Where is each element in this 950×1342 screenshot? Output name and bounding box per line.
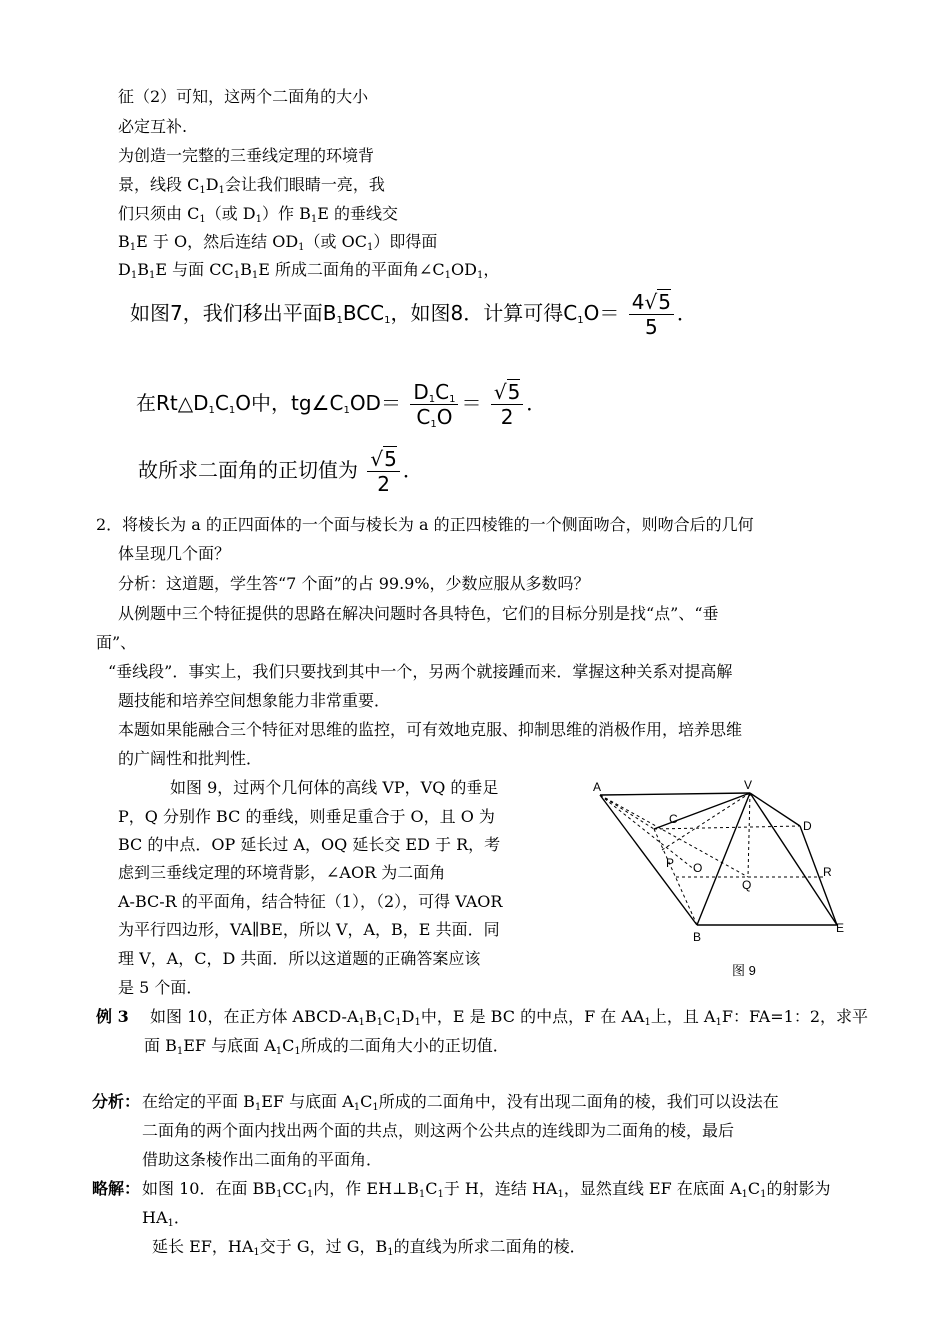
q2-line-4: 从例题中三个特征提供的思路在解决问题时各具特色，它们的目标分别是找“点”、“垂 bbox=[118, 604, 719, 623]
example-3-line-1: 如图 10，在正方体 ABCD-$A_1B_1C_1D_1$中，E 是 BC 的中点，F 在 $AA_1$上，且 $A_1F$：FA=1：2，求平 bbox=[150, 1007, 868, 1028]
calc-fraction-c1o: $\frac{4√5}{5}$ bbox=[629, 290, 674, 339]
solution-line-3: 延长 EF，$HA_1$交于 G，过 G，$B_1$的直线为所求二面角的棱． bbox=[152, 1237, 586, 1258]
calc-line-3: 故所求二面角的正切值为 $\frac{√5}{2}$ ． bbox=[138, 447, 423, 496]
q2-line-8: 本题如果能融合三个特征对思维的监控，可有效地克服、抑制思维的消极作用，培养思维 bbox=[118, 720, 743, 739]
intro-line-1: 征（2）可知，这两个二面角的大小 bbox=[118, 87, 369, 106]
figure-9-caption: 图 9 bbox=[732, 963, 756, 978]
q2-para-7: 理 V，A，C，D 共面．所以这道题的正确答案应该 bbox=[118, 949, 481, 968]
q2-line-1: 2．将棱长为 a 的正四面体的一个面与棱长为 a 的正四棱锥的一个侧面吻合，则吻合后的几何 bbox=[96, 515, 754, 534]
analysis-line-1: 在给定的平面 $B_1EF$ 与底面 $A_1C_1$所成的二面角中，没有出现二面角的棱，我们可以设法在 bbox=[142, 1092, 779, 1113]
calc-fraction-answer: $\frac{√5}{2}$ bbox=[367, 447, 399, 496]
q2-para-4: 虑到三垂线定理的环境背影，∠AOR 为二面角 bbox=[118, 863, 446, 882]
edge-vb bbox=[697, 793, 750, 925]
line-vq-hidden bbox=[748, 793, 750, 877]
figure-9-diagram bbox=[585, 770, 865, 995]
q2-analysis: 分析：这道题，学生答“7 个面”的占 99.9%，少数应服从多数吗？ bbox=[118, 574, 590, 593]
label-b: B bbox=[693, 930, 702, 944]
calc-fraction-result: $\frac{√5}{2}$ bbox=[491, 380, 523, 429]
example-3-label: 例 3 bbox=[96, 1007, 129, 1026]
label-r: R bbox=[823, 865, 832, 879]
analysis-line-3: 借助这条棱作出二面角的平面角． bbox=[142, 1150, 383, 1169]
solution-line-1: 如图 10．在面 $BB_1CC_1$内，作 $EH\perp B_1C_1$于 H，连结 $HA_1$，显然直线 EF 在底面 $A_1C_1$的射影为 bbox=[142, 1179, 831, 1200]
label-p: P bbox=[666, 856, 675, 870]
calc-line-2: 在$Rt\triangle D_1C_1O$中，$tg\angle C_1OD=$ $\frac{D_1C_1}{C_1O}$ ＝ $\frac{√5}{2}$ ． bbox=[136, 380, 547, 430]
solution-label: 略解： bbox=[92, 1179, 141, 1198]
q2-line-2: 体呈现几个面？ bbox=[118, 544, 231, 563]
edge-ac-hidden bbox=[600, 795, 654, 829]
label-c: C bbox=[669, 812, 678, 826]
q2-line-9: 的广阔性和批判性． bbox=[118, 749, 263, 768]
q2-para-5: A-BC-R 的平面角，结合特征（1），（2），可得 VAOR bbox=[118, 892, 503, 911]
edge-ve bbox=[750, 793, 837, 925]
intro-line-7: $D_1B_1E$ 与面 $CC_1B_1E$ 所成二面角的平面角$\angle C_1OD_1$， bbox=[118, 260, 500, 281]
calc-line-1: 如图7，我们移出平面$B_1BCC_1$，如图8．计算可得$C_1O=$ $\frac{4√5}{5}$ ． bbox=[130, 290, 697, 339]
intro-line-6: $B_1E$ 于 O，然后连结 $OD_1$（或 $OC_1$）即得面 bbox=[118, 232, 438, 253]
label-e: E bbox=[836, 921, 845, 935]
label-q: Q bbox=[742, 878, 752, 892]
analysis-line-2: 二面角的两个面内找出两个面的共点，则这两个公共点的连线即为二面角的棱，最后 bbox=[142, 1121, 735, 1140]
q2-para-1: 如图 9，过两个几何体的高线 VP，VQ 的垂足 bbox=[170, 778, 499, 797]
label-o: O bbox=[693, 861, 703, 875]
q2-line-5: 面”、 bbox=[96, 633, 137, 652]
intro-line-5: 们只须由 $C_1$（或 $D_1$）作 $B_1E$ 的垂线交 bbox=[118, 204, 399, 225]
label-a: A bbox=[593, 780, 602, 794]
analysis-label: 分析： bbox=[92, 1092, 141, 1111]
intro-line-3: 为创造一完整的三垂线定理的环境背 bbox=[118, 146, 375, 165]
calc-fraction-tan: $\frac{D_1C_1}{C_1O}$ bbox=[410, 380, 458, 429]
q2-para-8: 是 5 个面． bbox=[118, 978, 203, 997]
example-3-line-2: 面 $B_1EF$ 与底面 $A_1C_1$所成的二面角大小的正切值． bbox=[144, 1036, 509, 1057]
q2-line-7: 题技能和培养空间想象能力非常重要． bbox=[118, 691, 391, 710]
intro-line-4: 景，线段 $C_1D_1$会让我们眼睛一亮，我 bbox=[118, 175, 385, 196]
label-d: D bbox=[803, 819, 812, 833]
edge-av bbox=[600, 793, 750, 795]
intro-line-2: 必定互补. bbox=[118, 117, 188, 136]
edge-cd-hidden bbox=[654, 826, 800, 829]
label-v: V bbox=[744, 778, 753, 792]
q2-para-6: 为平行四边形，VA∥BE，所以 V，A，B，E 共面．同 bbox=[118, 920, 500, 939]
q2-line-6: “垂线段”．事实上，我们只要找到其中一个，另两个就接踵而来．掌握这种关系对提高解 bbox=[108, 662, 733, 681]
q2-para-3: BC 的中点．OP 延长过 A，OQ 延长交 ED 于 R，考 bbox=[118, 835, 501, 854]
solution-line-2: $HA_1$． bbox=[142, 1208, 190, 1229]
edge-vd bbox=[750, 793, 800, 826]
q2-para-2: P，Q 分别作 BC 的垂线，则垂足重合于 O，且 O 为 bbox=[118, 807, 495, 826]
